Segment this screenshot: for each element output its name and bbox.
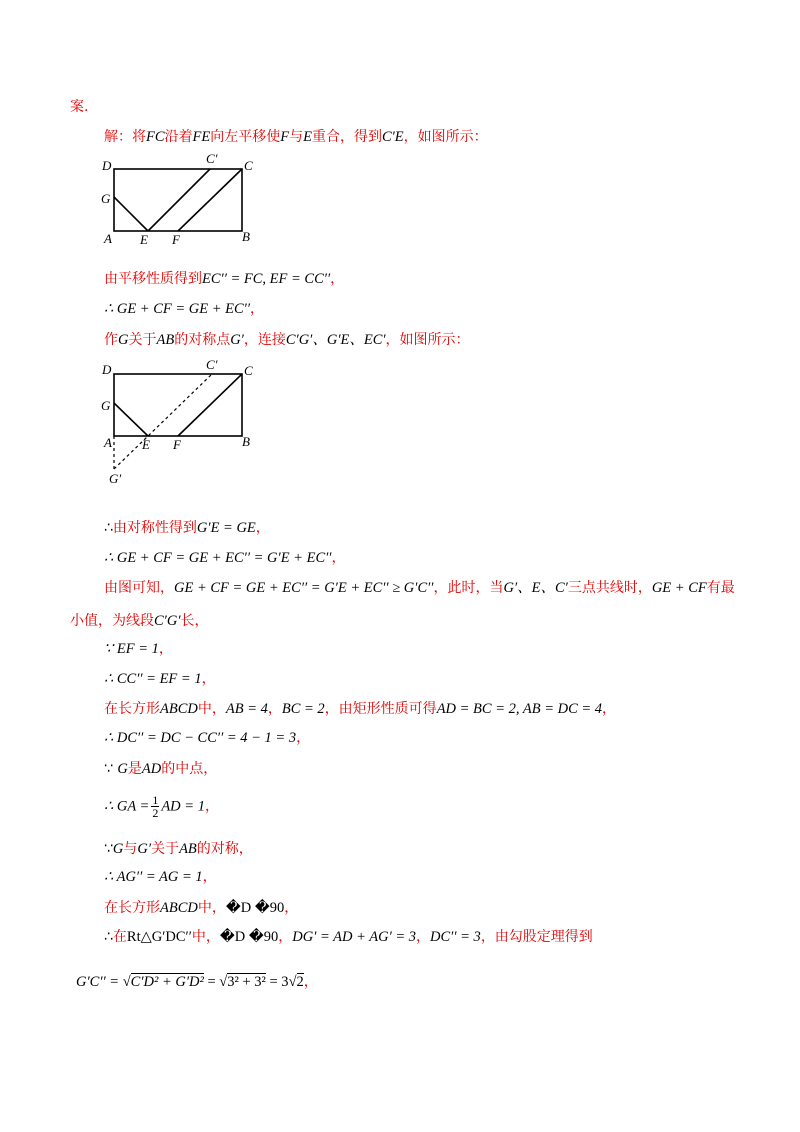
- text-line: ∴由对称性得到G′E = GE，: [104, 520, 270, 536]
- label-C: C: [244, 363, 253, 378]
- translation-figure: [96, 150, 266, 250]
- label-A: A: [104, 435, 112, 450]
- text-line: ∴ GE + CF = GE + EC′′ = G′E + EC′′，: [104, 550, 346, 566]
- text-line: G′C′′ = √C′D² + G′D² = √3² + 3² = 3√2，: [76, 974, 318, 990]
- label-G: G: [101, 398, 111, 413]
- label-F: F: [173, 437, 181, 452]
- text-line: ∴ AG′′ = AG = 1，: [104, 869, 217, 885]
- label-D: D: [102, 362, 112, 377]
- text-line: 案.: [70, 99, 89, 115]
- label-G: G: [101, 191, 111, 206]
- fraction: $\frac{1}{2}$: [152, 793, 159, 820]
- text-line: ∴ DC′′ = DC − CC′′ = 4 − 1 = 3，: [104, 730, 311, 746]
- symmetry-figure: [96, 356, 266, 491]
- label-G-prime: G′: [109, 471, 122, 486]
- label-D: D: [102, 158, 112, 173]
- text-line: 作G关于AB的对称点G′，连接C′G′、G′E、EC′，如图所示：: [104, 332, 470, 348]
- label-F: F: [172, 232, 180, 247]
- label-A: A: [104, 231, 112, 246]
- text-line: ∵ G是AD的中点，: [104, 761, 218, 777]
- text-line: ∴ GA = $\frac{1}{2}$ AD = 1，: [104, 793, 219, 820]
- text-line: ∴ CC′′ = EF = 1，: [104, 671, 216, 687]
- label-B: B: [242, 434, 250, 449]
- text-line: 在长方形ABCD中，AB = 4，BC = 2，由矩形性质可得AD = BC = 2, AB = DC = 4，: [104, 701, 617, 717]
- text-line: ∵G与G′关于AB的对称，: [104, 841, 253, 857]
- label-E: E: [142, 437, 150, 452]
- text-line: 由图可知，GE + CF = GE + EC′′ = G′E + EC′′ ≥ G′C′′，此时，当G′、E、C′三点共线时，GE + CF有最: [104, 580, 735, 596]
- label-C: C: [244, 158, 253, 173]
- text-line: ∴ GE + CF = GE + EC′′，: [104, 301, 265, 317]
- label-B: B: [242, 229, 250, 244]
- text-line: 解：将FC沿着FE向左平移使F与E重合，得到C′E，如图所示：: [104, 129, 488, 145]
- label-C-prime: C′: [206, 151, 218, 166]
- text-line: 小值，为线段C′G′长，: [70, 613, 209, 629]
- text-line: ∵ EF = 1，: [104, 641, 173, 657]
- label-E: E: [140, 232, 148, 247]
- text-line: 在长方形ABCD中，�D �90，: [104, 900, 299, 916]
- text-line: ∴在Rt△G′DC′′中，�D �90，DG′ = AD + AG′ = 3，DC′′ = 3，由勾股定理得到: [104, 929, 593, 945]
- text-line: 由平移性质得到EC′′ = FC, EF = CC′′，: [104, 271, 345, 287]
- label-C-prime: C′: [206, 357, 218, 372]
